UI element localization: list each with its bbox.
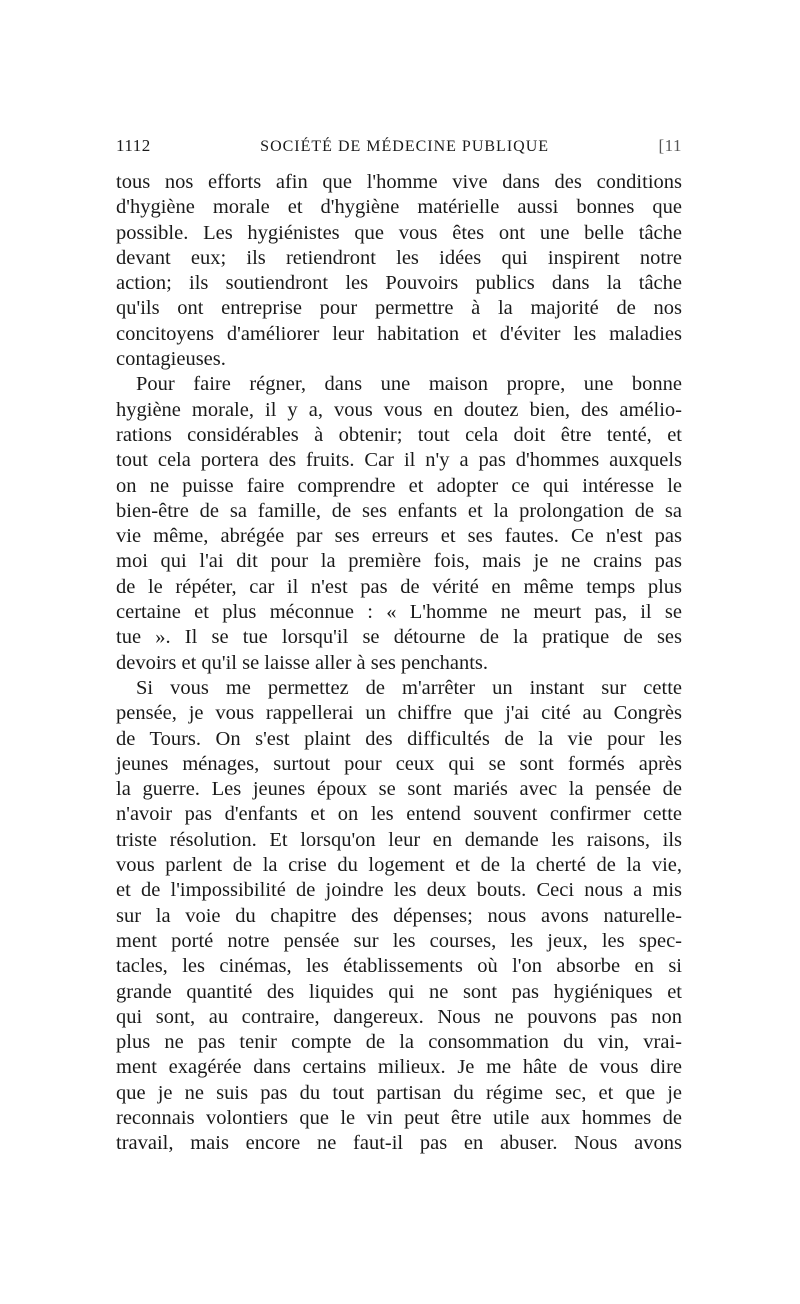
paragraph-3 (116, 676, 682, 1157)
text-line: ment porté notre pensée sur les courses, les jeux, les spec- (116, 929, 682, 952)
text-line: tacles, les cinémas, les établissements où l'on absorbe en si (116, 955, 682, 978)
running-title: SOCIÉTÉ DE MÉDECINE PUBLIQUE (260, 138, 550, 155)
text-line: Pour faire régner, dans une maison propre, une bonne (136, 373, 682, 396)
text-line: plus ne pas tenir compte de la consommation du vin, vrai- (116, 1031, 682, 1054)
text-line: action; ils soutiendront les Pouvoirs publics dans la tâche (116, 272, 682, 295)
body-text (116, 170, 682, 1157)
text-line: tue ». Il se tue lorsqu'il se détourne de la pratique de ses (116, 626, 682, 649)
text-line: devant eux; ils retiendront les idées qui inspirent notre (116, 246, 682, 269)
running-header (116, 128, 682, 164)
text-line: et de l'impossibilité de joindre les deux bouts. Ceci nous a mis (116, 879, 682, 902)
text-line: Si vous me permettez de m'arrêter un instant sur cette (136, 676, 682, 699)
text-line: certaine et plus méconnue : « L'homme ne meurt pas, il se (116, 601, 682, 624)
text-line: la guerre. Les jeunes époux se sont mariés avec la pensée de (116, 778, 682, 801)
text-line: triste résolution. Et lorsqu'on leur en demande les raisons, ils (116, 828, 682, 851)
text-line: hygiène morale, il y a, vous vous en doutez bien, des amélio- (116, 398, 682, 421)
text-line: devoirs et qu'il se laisse aller à ses penchants. (116, 651, 489, 674)
text-line: qu'ils ont entreprise pour permettre à la majorité de nos (116, 297, 682, 320)
text-line: vous parlent de la crise du logement et de la cherté de la vie, (116, 854, 682, 877)
paragraph-2 (116, 372, 682, 676)
text-line: on ne puisse faire comprendre et adopter ce qui intéresse le (116, 474, 682, 497)
text-line: bien-être de sa famille, de ses enfants et la prolongation de sa (116, 499, 682, 522)
text-line: d'hygiène morale et d'hygiène matérielle aussi bonnes que (116, 196, 682, 219)
paragraph-1 (116, 170, 682, 372)
text-line: pensée, je vous rappellerai un chiffre que j'ai cité au Congrès (116, 702, 682, 725)
text-line: contagieuses. (116, 348, 226, 371)
text-line: rations considérables à obtenir; tout cela doit être tenté, et (116, 423, 682, 446)
text-line: de le répéter, car il n'est pas de vérité en même temps plus (116, 575, 682, 598)
text-line: ment exagérée dans certains milieux. Je me hâte de vous dire (116, 1056, 682, 1079)
text-line: n'avoir pas d'enfants et on les entend souvent confirmer cette (116, 803, 682, 826)
text-line: reconnais volontiers que le vin peut être utile aux hommes de (116, 1106, 682, 1129)
text-line: que je ne suis pas du tout partisan du régime sec, et que je (116, 1081, 682, 1104)
text-line: de Tours. On s'est plaint des difficultés de la vie pour les (116, 727, 682, 750)
text-line: qui sont, au contraire, dangereux. Nous ne pouvons pas non (116, 1005, 682, 1028)
text-line: travail, mais encore ne faut-il pas en abuser. Nous avons (116, 1132, 682, 1155)
book-page (116, 128, 682, 1157)
text-line: vie même, abrégée par ses erreurs et ses fautes. Ce n'est pas (116, 525, 682, 548)
text-line: tous nos efforts afin que l'homme vive dans des conditions (116, 171, 682, 193)
text-line: moi qui l'ai dit pour la première fois, mais je ne crains pas (116, 550, 682, 573)
text-line: possible. Les hygiénistes que vous êtes ont une belle tâche (116, 221, 682, 244)
page-number: 1112 (116, 136, 151, 155)
text-line: grande quantité des liquides qui ne sont pas hygiéniques et (116, 980, 682, 1003)
section-marker: [11 (658, 136, 682, 155)
text-line: jeunes ménages, surtout pour ceux qui se sont formés après (116, 752, 682, 775)
text-line: concitoyens d'améliorer leur habitation et d'éviter les maladies (116, 322, 682, 345)
text-line: sur la voie du chapitre des dépenses; nous avons naturelle- (116, 904, 682, 927)
text-line: tout cela portera des fruits. Car il n'y a pas d'hommes auxquels (116, 449, 682, 472)
